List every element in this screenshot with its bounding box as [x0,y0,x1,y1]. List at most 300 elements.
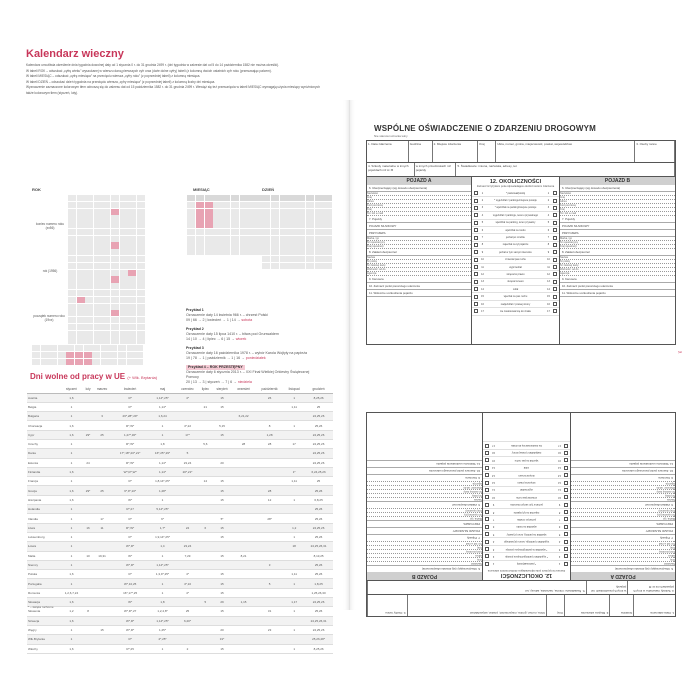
calendar-cell [248,215,256,221]
circumstance-text: * wyjeżdżał z parkingu/miejsca postoju [494,199,537,203]
form-field-line[interactable]: Nr zielonej karty [367,489,482,493]
example-text: Oznaczenie daty 16 października 1978 r. – wybór Karola Wojtyły na papieża [186,351,307,355]
country-name: Węgry [27,625,59,634]
form-field-line[interactable]: Agencja [367,272,471,276]
vehicle-a-column [367,177,472,344]
calendar-cell [120,324,128,330]
form-field-line[interactable]: Kraj [560,208,675,212]
form-field-line[interactable]: Marka, typ [367,516,482,520]
holiday-cell: 25,26,28* [304,635,333,644]
calendar-cell [187,209,195,215]
checkbox-b[interactable] [485,444,489,448]
holiday-cell [232,495,255,504]
circumstance-number: 7 [492,517,495,521]
form-section-heading: 8. Zakład ubezpieczeń [367,501,482,508]
checkbox-b[interactable] [553,213,557,217]
circumstance-row [472,271,559,278]
calendar-cell [323,229,331,235]
checkbox-b[interactable] [485,562,489,566]
holiday-cell [232,635,255,644]
checkbox-b[interactable] [553,295,557,299]
calendar-cell [288,215,296,221]
calendar-cell [32,352,40,358]
holiday-cell [93,393,112,402]
form-header-cell: 3. Osoby ranne [635,141,675,162]
calendar-cell [137,276,145,282]
holiday-cell: 1,8,14*,25* [149,477,177,486]
checkbox-b[interactable] [553,309,557,313]
calendar-cell [128,297,136,303]
holiday-cell [199,588,212,597]
checkbox-a[interactable] [564,540,568,544]
checkbox-b[interactable] [485,466,489,470]
country-name: Hiszpania [27,495,59,504]
circumstance-text: cofał [523,466,530,470]
form-field-line[interactable]: Nr zielonej karty [367,264,471,268]
form-second-cell: 4. Szkody materialne w innych pojazdach niż A i B [367,163,415,176]
checkbox-a[interactable] [474,265,478,269]
form-field-line[interactable]: Nazwisko [571,561,675,565]
holiday-cell [232,607,255,616]
calendar-cell [102,276,110,282]
circumstance-row [472,264,559,271]
example-block [186,327,316,342]
calendar-cell [102,222,110,228]
form-field-line[interactable]: Nr polisy [560,260,675,264]
holiday-cell [232,532,255,541]
calendar-cell [128,337,136,343]
form-field-line[interactable]: Kraj rejestracji [571,508,675,512]
holiday-cell: R* [112,393,149,402]
checkbox-b[interactable] [485,458,489,462]
holiday-cell: 31 [255,607,284,616]
circumstance-number: 15 [481,295,484,299]
calendar-cell [262,236,270,242]
holiday-cell [255,449,284,458]
checkbox-a[interactable] [474,236,478,240]
calendar-cell [102,229,110,235]
circumstance-number: 12 [558,481,561,485]
calendar-cell [94,209,102,215]
form-field-line[interactable]: Tel. lub e-mail [571,541,675,545]
calendar-cell [120,304,128,310]
form-field-line[interactable]: Agencja [571,481,675,485]
holiday-cell: 1 [59,439,83,448]
calendar-cell [240,202,248,208]
holiday-cell: W*,R*,W* [112,467,149,476]
vehicle-bar: POJAZD B [560,177,675,185]
calendar-cell [196,222,204,228]
checkbox-a[interactable] [564,562,568,566]
checkbox-b[interactable] [485,451,489,455]
calendar-cell [240,249,248,255]
circumstance-row [472,227,559,234]
checkbox-a[interactable] [474,309,478,313]
checkbox-a[interactable] [474,258,478,262]
form-field-line[interactable]: Kraj rejestracji [560,245,675,249]
calendar-cell [187,195,195,201]
circumstance-number: 3 [547,206,550,210]
calendar-cell [323,195,331,201]
holiday-cell: 15 [93,625,112,634]
holiday-cell [84,588,93,597]
checkbox-a[interactable] [564,495,568,499]
holiday-cell: 25 [93,486,112,495]
checkbox-b[interactable] [485,540,489,544]
calendar-cell [85,242,93,248]
form-field-line[interactable]: Kraj [571,545,675,549]
calendar-cell [288,229,296,235]
circumstance-text: wjechał na pas ruchu [503,295,528,299]
checkbox-a[interactable] [474,302,478,306]
holiday-cell: 25,26 [304,514,333,523]
calendar-cell [120,222,128,228]
checkbox-a[interactable] [474,191,478,195]
form-field-line[interactable]: Kraj [367,545,482,549]
holiday-cell [232,505,255,514]
holiday-cell [93,449,112,458]
country-name: Słowenia [27,607,59,616]
form-field-line[interactable]: Kraj [367,208,471,212]
checkbox-a[interactable] [474,213,478,217]
note-year: rok (1956) [42,269,58,273]
calendar-cell [240,236,248,242]
holiday-cell [84,579,93,588]
form-field-line[interactable]: Ważność: od do [571,485,675,489]
checkbox-a[interactable] [474,295,478,299]
calendar-cell [196,249,204,255]
form-field-line[interactable]: Imię [367,557,482,561]
checkbox-a[interactable] [564,481,568,485]
form-field-line[interactable]: Marka, typ [560,237,675,241]
calendar-cell [297,256,305,262]
calendar-cell [111,215,119,221]
form-field-line[interactable]: Adres [571,553,675,557]
calendar-cell [85,215,93,221]
calendar-cell [137,256,145,262]
holiday-cell: W*,R* [112,542,149,551]
calendar-cell [135,352,143,358]
checkbox-b[interactable] [553,206,557,210]
country-name: Luksemburg [27,532,59,541]
calendar-cell [102,331,110,337]
holiday-cell [84,412,93,421]
holiday-cell: 1 [59,579,83,588]
checkbox-a[interactable] [564,547,568,551]
checkbox-b[interactable] [553,302,557,306]
calendar-cell [68,304,76,310]
checkbox-b[interactable] [485,525,489,529]
checkbox-a[interactable] [474,250,478,254]
calendar-cell [111,283,119,289]
checkbox-a[interactable] [564,503,568,507]
holiday-cell: 15 [212,607,232,616]
calendar-cell [262,209,270,215]
checkbox-a[interactable] [564,473,568,477]
form-field-line[interactable]: Adres [367,553,482,557]
holiday-cell [199,495,212,504]
form-field-line[interactable]: Agencja [560,272,675,276]
calendar-cell [315,222,323,228]
form-field-line[interactable]: Tel. lub e-mail [560,212,675,216]
checkbox-a[interactable] [564,488,568,492]
calendar-cell [213,242,221,248]
circumstance-text: wyprzedzał [509,265,522,269]
checkbox-b[interactable] [553,250,557,254]
checkbox-b[interactable] [553,236,557,240]
holiday-cell: 28 [232,439,255,448]
calendar-cell [85,331,93,337]
calendar-cell [297,236,305,242]
calendar-cell [288,209,296,215]
circumstance-number: 16 [492,451,495,455]
checkbox-b[interactable] [485,495,489,499]
checkbox-b[interactable] [553,228,557,232]
vehicle-b-column [560,177,675,344]
form-field-line[interactable]: Nr rejestracyjny [571,512,675,516]
holiday-cell [176,514,198,523]
holiday-cell: 1,4 [149,542,177,551]
checkbox-a[interactable] [564,510,568,514]
form-field-line[interactable]: Nr zielonej karty [571,489,675,493]
calendar-cell [306,263,314,269]
calendar-cell [248,195,256,201]
calendar-cell [66,359,74,365]
checkbox-a[interactable] [564,532,568,536]
form-field-line[interactable]: Nazwa [560,256,675,260]
form-field-line[interactable]: Tel. lub e-mail [367,212,471,216]
circumstance-text: * wjeżdżał na parking/miejsce postoju [494,206,537,210]
form-field-line[interactable]: Nazwisko [560,192,675,196]
checkbox-b[interactable] [553,199,557,203]
checkbox-a[interactable] [564,451,568,455]
checkbox-b[interactable] [485,488,489,492]
checkbox-a[interactable] [474,280,478,284]
checkbox-b[interactable] [553,191,557,195]
form-field-line[interactable]: Nazwa [367,256,471,260]
circumstance-number: 11 [492,488,495,492]
holiday-cell: 1,2 [284,523,304,532]
form-field-line[interactable]: Ważność: od do [560,268,675,272]
checkbox-b[interactable] [553,265,557,269]
checkbox-a[interactable] [474,287,478,291]
checkbox-a[interactable] [564,554,568,558]
form-field-line[interactable]: Agencja [367,481,482,485]
form-field-line[interactable]: Tel. lub e-mail [367,541,482,545]
form-section-heading: 8. Zakład ubezpieczeń [560,249,675,256]
checkbox-a[interactable] [474,199,478,203]
form-second-cell: 5. Świadkowie: imiona, nazwiska, adresy, tel. [367,581,586,594]
checkbox-a[interactable] [564,517,568,521]
form-field-line[interactable]: Kraj rejestracji [367,508,482,512]
checkbox-b[interactable] [485,473,489,477]
example-result: sobota [241,318,253,322]
form-field-line[interactable]: Kod pocztowy [367,204,471,208]
form-field-line[interactable]: Nr rejestracyjny [367,241,471,245]
note-year-end: koniec numeru roku (xx56) [36,222,64,230]
checkbox-b[interactable] [553,280,557,284]
form-field-line[interactable]: Imię [560,196,675,200]
form-field-line[interactable]: Nr rejestracyjny [560,241,675,245]
month-header: luty [84,385,93,393]
form-field-line[interactable]: Marka, typ [367,237,471,241]
calendar-cell [58,352,66,358]
checkbox-a[interactable] [564,525,568,529]
rok-label: ROK [32,187,41,192]
form-field-line[interactable]: Nr polisy [367,260,471,264]
calendar-cell [187,215,195,221]
checkbox-b[interactable] [485,554,489,558]
checkbox-a[interactable] [564,458,568,462]
checkbox-b[interactable] [485,481,489,485]
holiday-cell [199,486,212,495]
calendar-cell [85,276,93,282]
holiday-cell: 16*,25*,29* [149,449,177,458]
holiday-cell: 6,24,25,26 [304,467,333,476]
checkbox-a[interactable] [564,466,568,470]
checkbox-b[interactable] [553,272,557,276]
form-field-line[interactable]: Nr zielonej karty [560,264,675,268]
checkbox-b[interactable] [485,547,489,551]
checkbox-b[interactable] [553,221,557,225]
holiday-cell: 1 [59,635,83,644]
form-section-heading: 7. Pojazdy [367,534,482,541]
table-row [27,542,333,551]
form-field-line[interactable]: Nazwisko [367,561,482,565]
holiday-cell: 8,25,26 [304,644,333,653]
calendar-cell [128,270,136,276]
holiday-cell [84,402,93,411]
holiday-cell: R*,27 [112,505,149,514]
holiday-cell [93,439,112,448]
country-name: Chorwacja [27,421,59,430]
checkbox-a[interactable] [474,221,478,225]
form-field-line[interactable]: Kraj rejestracji [367,245,471,249]
form-field-line[interactable]: Adres [560,200,675,204]
form-field-line[interactable]: Nazwisko [367,192,471,196]
calendar-cell [92,352,100,358]
form-field-line[interactable]: Nazwa [367,497,482,501]
form-section-heading: POJAZD SILNIKOWY [560,223,675,230]
calendar-cell [102,249,110,255]
checkbox-b[interactable] [485,503,489,507]
circumstance-number: 2 [492,554,495,558]
calendar-cell [77,263,85,269]
form-field-line[interactable]: Nr rejestracyjny [367,512,482,516]
form-field-line[interactable]: Kod pocztowy [560,204,675,208]
checkbox-b[interactable] [485,517,489,521]
table-row [27,486,333,495]
calendar-cell [137,310,145,316]
table-row [27,607,333,616]
holiday-cell [232,449,255,458]
holiday-cell [84,477,93,486]
form-section-heading: POJAZD SILNIKOWY [367,527,482,534]
calendar-cell [120,202,128,208]
calendar-cell [94,229,102,235]
calendar-cell [205,229,213,235]
calendar-intro [26,63,326,97]
form-field-line[interactable]: Kod pocztowy [571,549,675,553]
checkbox-a[interactable] [564,444,568,448]
holiday-cell: 15 [212,477,232,486]
checkbox-b[interactable] [485,510,489,514]
holiday-cell: 15 [212,570,232,579]
calendar-cell [231,209,239,215]
rok-table [68,195,145,344]
calendar-cell [102,270,110,276]
form-section-heading: PRZYCZEPA [560,230,675,237]
form-field-line[interactable]: Nr polisy [571,493,675,497]
holiday-cell: 15 [212,402,232,411]
form-field-line[interactable]: Imię [367,196,471,200]
circumstance-row [483,486,570,493]
circumstance-number: 1 [547,191,550,195]
checkbox-b[interactable] [553,287,557,291]
form-field-line[interactable]: Imię [571,557,675,561]
calendar-cell [68,209,76,215]
form-field-line[interactable]: Adres [367,200,471,204]
calendar-cell [288,202,296,208]
form-field-line[interactable]: Ważność: od do [367,485,482,489]
example-result: wtorek [235,337,247,341]
form-field-line[interactable]: Nazwa [571,497,675,501]
checkbox-a[interactable] [474,272,478,276]
circumstance-row [483,441,570,448]
country-name: Cypr [27,430,59,439]
form-field-line[interactable]: Ważność: od do [367,268,471,272]
holiday-cell: 25,26 [304,532,333,541]
form-section-heading: 6. Ubezpieczający (wg dowodu ubezpieczenia) [560,185,675,192]
form-field-line[interactable]: Marka, typ [571,516,675,520]
holiday-cell [284,514,304,523]
calendar-cell [231,222,239,228]
circumstance-number: 14 [558,466,561,470]
calendar-cell [288,249,296,255]
checkbox-b[interactable] [485,532,489,536]
holiday-cell: 1,6 [59,495,83,504]
checkbox-b[interactable] [553,243,557,247]
checkbox-a[interactable] [474,206,478,210]
calendar-cell [297,209,305,215]
calendar-cell [77,222,85,228]
calendar-cell [94,242,102,248]
calendar-cell [196,209,204,215]
checkbox-a[interactable] [474,228,478,232]
calendar-cell [306,242,314,248]
form-section-heading: 6. Ubezpieczający (wg dowodu ubezpieczenia) [367,565,482,572]
holiday-cell [199,421,212,430]
calendar-cell [92,359,100,365]
table-row [27,588,333,597]
holidays-title: Dni wolne od pracy w UE (+ Wlk. Brytania) [30,372,158,381]
calendar-cell [213,195,221,201]
holiday-cell: 1 [284,579,304,588]
checkbox-b[interactable] [553,258,557,262]
calendar-cell [94,263,102,269]
circumstance-text: skręcał w prawo [506,272,525,276]
circumstance-number: 2 [547,199,550,203]
checkbox-a[interactable] [474,243,478,247]
circumstance-text: jechał w tym samym kierunku [510,503,543,507]
form-field-line[interactable]: Kod pocztowy [367,549,482,553]
calendar-cell [306,256,314,262]
calendar-cell [101,359,109,365]
circumstance-number: 10 [547,258,550,262]
form-field-line[interactable]: Nr polisy [367,493,482,497]
calendar-cell [271,242,279,248]
holiday-cell [84,495,93,504]
